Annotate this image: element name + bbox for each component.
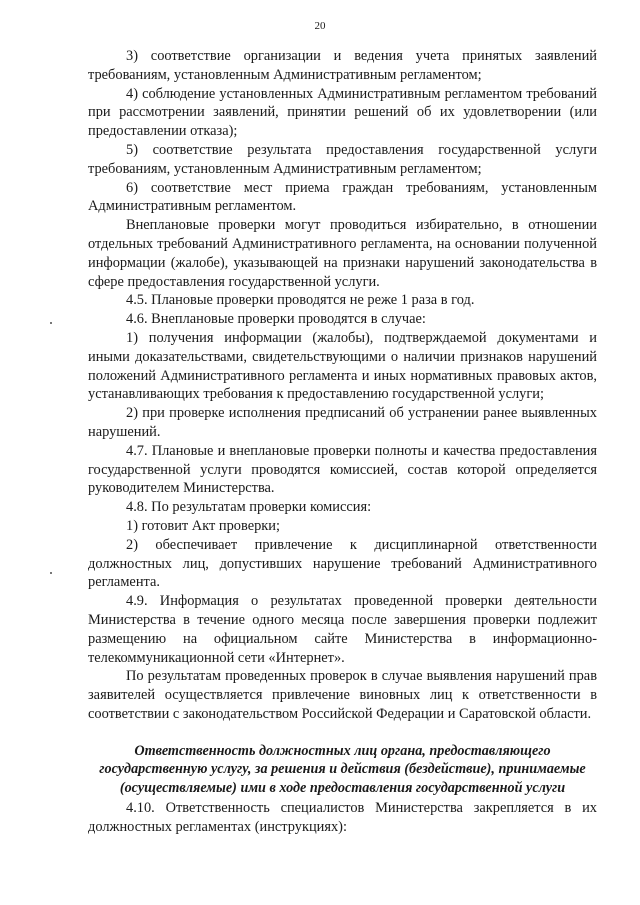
document-body (88, 47, 597, 837)
paragraph: 2) обеспечивает привлечение к дисциплинарной ответственности должностных лиц, допустивших нарушение требований Административного регламента. (88, 536, 597, 591)
paragraph: 5) соответствие результата предоставления государственной услуги требованиям, установленным Административным регламентом; (88, 141, 597, 177)
paragraph: 2) при проверке исполнения предписаний об устранении ранее выявленных нарушений. (88, 405, 597, 440)
paragraph: По результатам проведенных проверок в случае выявления нарушений прав заявителей осуществляется привлечение виновных лиц к ответственности в соответствии с законодательством Российской Федерации и Саратовской области. (88, 668, 597, 722)
paragraph: 4.10. Ответственность специалистов Министерства закрепляется в их должностных регламентах (инструкциях): (88, 800, 597, 836)
paragraph: 6) соответствие мест приема граждан требованиям, установленным Административным регламентом. (88, 179, 597, 215)
paragraph: 1) получения информации (жалобы), подтверждаемой документами и иными доказательствами, свидетельствующими о наличии признаков нарушений положений Административного регламента и иных нормативных правовых актов, устанавливающих требования к предоставлению государственной услуги; (88, 329, 597, 403)
paragraph: 4) соблюдение установленных Административным регламентом требований при рассмотрении заявлений, принятии решений об их удовлетворении (или предоставлении отказа); (88, 85, 597, 140)
paragraph: 4.7. Плановые и внеплановые проверки полноты и качества предоставления государственной услуги проводятся комиссией, состав которой определяется руководителем Министерства. (88, 442, 597, 497)
paragraph: 4.9. Информация о результатах проведенной проверки деятельности Министерства в течение одного месяца после завершения проверки подлежит размещению на официальном сайте Министерства в информационно-телекоммуникационной сети «Интернет». (88, 593, 597, 666)
paragraph: 4.8. По результатам проверки комиссия: (126, 499, 372, 516)
paragraph: Внеплановые проверки могут проводиться избирательно, в отношении отдельных требований Административного регламента, на основании полученной информации (жалобе), указывающей на признаки нарушений законодательства в сфере предоставления государственной услуги. (88, 217, 597, 290)
paragraph: 4.5. Плановые проверки проводятся не реже 1 раза в год. (126, 292, 475, 309)
margin-mark (50, 572, 52, 574)
margin-mark (50, 322, 52, 324)
paragraph: 4.6. Внеплановые проверки проводятся в случае: (126, 311, 426, 328)
page-number: 20 (314, 20, 326, 32)
paragraph: 3) соответствие организации и ведения учета принятых заявлений требованиям, установленным Административным регламентом; (88, 48, 597, 83)
section-heading: Ответственность должностных лиц органа, предоставляющего государственную услугу, за решения и действия (бездействие), принимаемые (осуществляемые) ими в ходе предоставления государственной услуги (99, 742, 586, 796)
paragraph: 1) готовит Акт проверки; (126, 517, 280, 534)
